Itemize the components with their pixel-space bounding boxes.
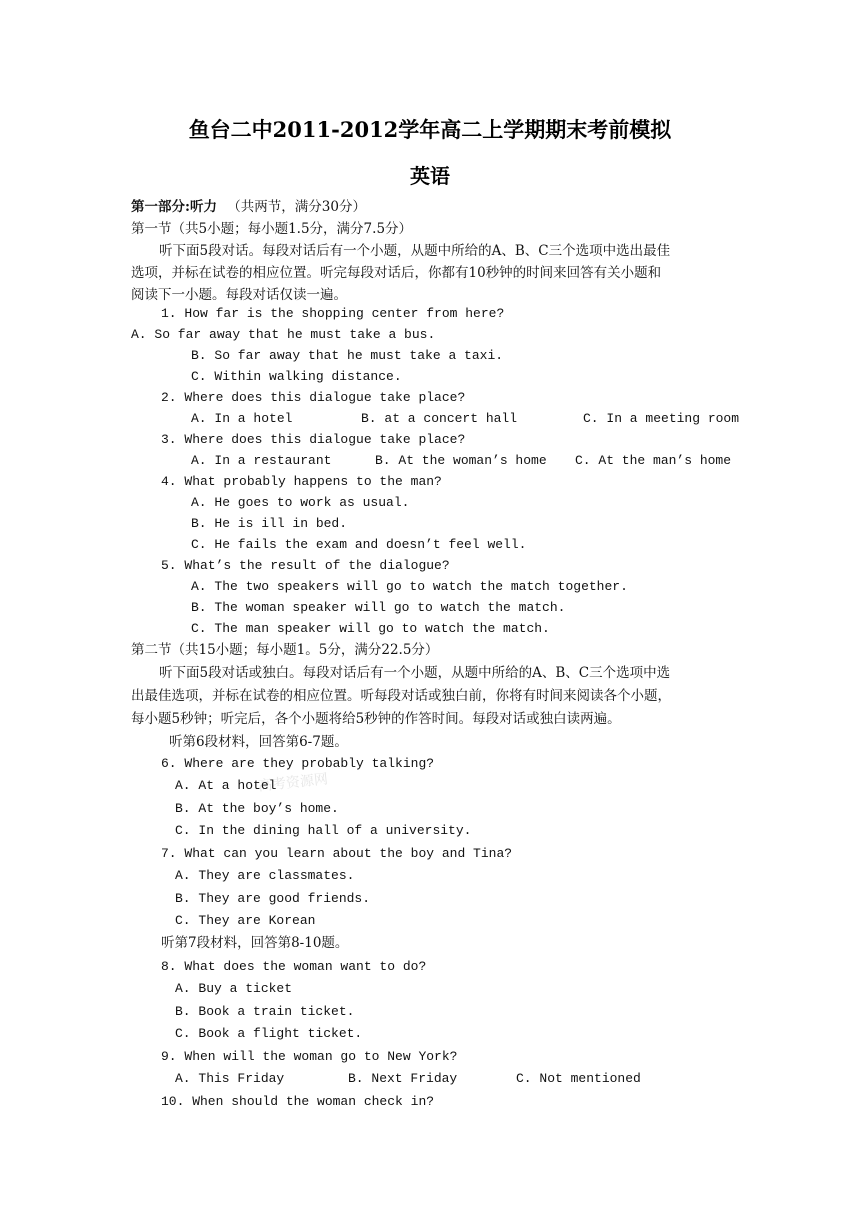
question-3-option-a: A. In a restaurant <box>191 453 332 468</box>
section2-instruction: 每小题5秒钟；听完后，各个小题将给5秒钟的作答时间。每段对话或独白读两遍。 <box>131 711 621 727</box>
material-7-note: 听第7段材料，回答第8-10题。 <box>161 935 349 951</box>
part1-heading-row <box>131 198 366 216</box>
question-1: 1. How far is the shopping center from here? <box>161 306 505 321</box>
section2-instruction: 出最佳选项，并标在试卷的相应位置。听每段对话或独白前，你将有时间来阅读各个小题， <box>131 688 671 704</box>
material-6-note: 听第6段材料，回答第6-7题。 <box>169 734 348 750</box>
question-4-option-c: C. He fails the exam and doesn’t feel well. <box>191 537 527 552</box>
question-7-option-c: C. They are Korean <box>175 913 316 928</box>
question-9-option-b: B. Next Friday <box>348 1071 458 1086</box>
question-10: 10. When should the woman check in? <box>161 1094 435 1109</box>
question-3-option-c: C. At the man’s home <box>575 453 732 468</box>
question-2-option-b: B. at a concert hall <box>361 411 518 426</box>
section1-instruction: 听下面5段对话。每段对话后有一个小题，从题中所给的A、B、C三个选项中选出最佳 <box>159 243 671 259</box>
question-9-option-a: A. This Friday <box>175 1071 285 1086</box>
question-1-option-a: A. So far away that he must take a bus. <box>131 327 436 342</box>
section2-instruction: 听下面5段对话或独白。每段对话后有一个小题，从题中所给的A、B、C三个选项中选 <box>159 665 671 681</box>
question-8: 8. What does the woman want to do? <box>161 959 427 974</box>
section1-instruction: 阅读下一小题。每段对话仅读一遍。 <box>131 287 347 303</box>
question-3: 3. Where does this dialogue take place? <box>161 432 466 447</box>
question-6-option-a: A. At a hotel <box>175 778 277 793</box>
subject-title: 英语 <box>410 164 450 188</box>
question-9-option-c: C. Not mentioned <box>516 1071 641 1086</box>
question-5: 5. What’s the result of the dialogue? <box>161 558 450 573</box>
question-8-option-c: C. Book a flight ticket. <box>175 1026 363 1041</box>
question-5-option-a: A. The two speakers will go to watch the match together. <box>191 579 628 594</box>
part1-heading: 第一部分:听力 <box>131 199 217 215</box>
watermark: 高考资源网 <box>257 771 329 795</box>
section2-heading: 第二节（共15小题；每小题1。5分，满分22.5分） <box>131 642 439 658</box>
question-4-option-a: A. He goes to work as usual. <box>191 495 410 510</box>
question-6: 6. Where are they probably talking? <box>161 756 435 771</box>
question-8-option-b: B. Book a train ticket. <box>175 1004 355 1019</box>
question-6-option-b: B. At the boy’s home. <box>175 801 339 816</box>
question-7-option-a: A. They are classmates. <box>175 868 355 883</box>
question-1-option-b: B. So far away that he must take a taxi. <box>191 348 504 363</box>
page-title: 鱼台二中2011-2012学年高二上学期期末考前模拟 <box>188 117 672 142</box>
question-2-option-a: A. In a hotel <box>191 411 293 426</box>
section1-heading: 第一节（共5小题；每小题1.5分，满分7.5分） <box>131 221 413 237</box>
part1-heading-note: （共两节，满分30分） <box>227 199 366 215</box>
question-9: 9. When will the woman go to New York? <box>161 1049 458 1064</box>
question-2: 2. Where does this dialogue take place? <box>161 390 466 405</box>
question-7-option-b: B. They are good friends. <box>175 891 371 906</box>
question-6-option-c: C. In the dining hall of a university. <box>175 823 472 838</box>
question-7: 7. What can you learn about the boy and Tina? <box>161 846 513 861</box>
question-4-option-b: B. He is ill in bed. <box>191 516 348 531</box>
question-3-option-b: B. At the woman’s home <box>375 453 547 468</box>
question-5-option-c: C. The man speaker will go to watch the match. <box>191 621 550 636</box>
section1-instruction: 选项，并标在试卷的相应位置。听完每段对话后，你都有10秒钟的时间来回答有关小题和 <box>131 265 662 281</box>
question-5-option-b: B. The woman speaker will go to watch the match. <box>191 600 566 615</box>
question-2-option-c: C. In a meeting room <box>583 411 740 426</box>
question-4: 4. What probably happens to the man? <box>161 474 442 489</box>
question-1-option-c: C. Within walking distance. <box>191 369 402 384</box>
question-8-option-a: A. Buy a ticket <box>175 981 293 996</box>
